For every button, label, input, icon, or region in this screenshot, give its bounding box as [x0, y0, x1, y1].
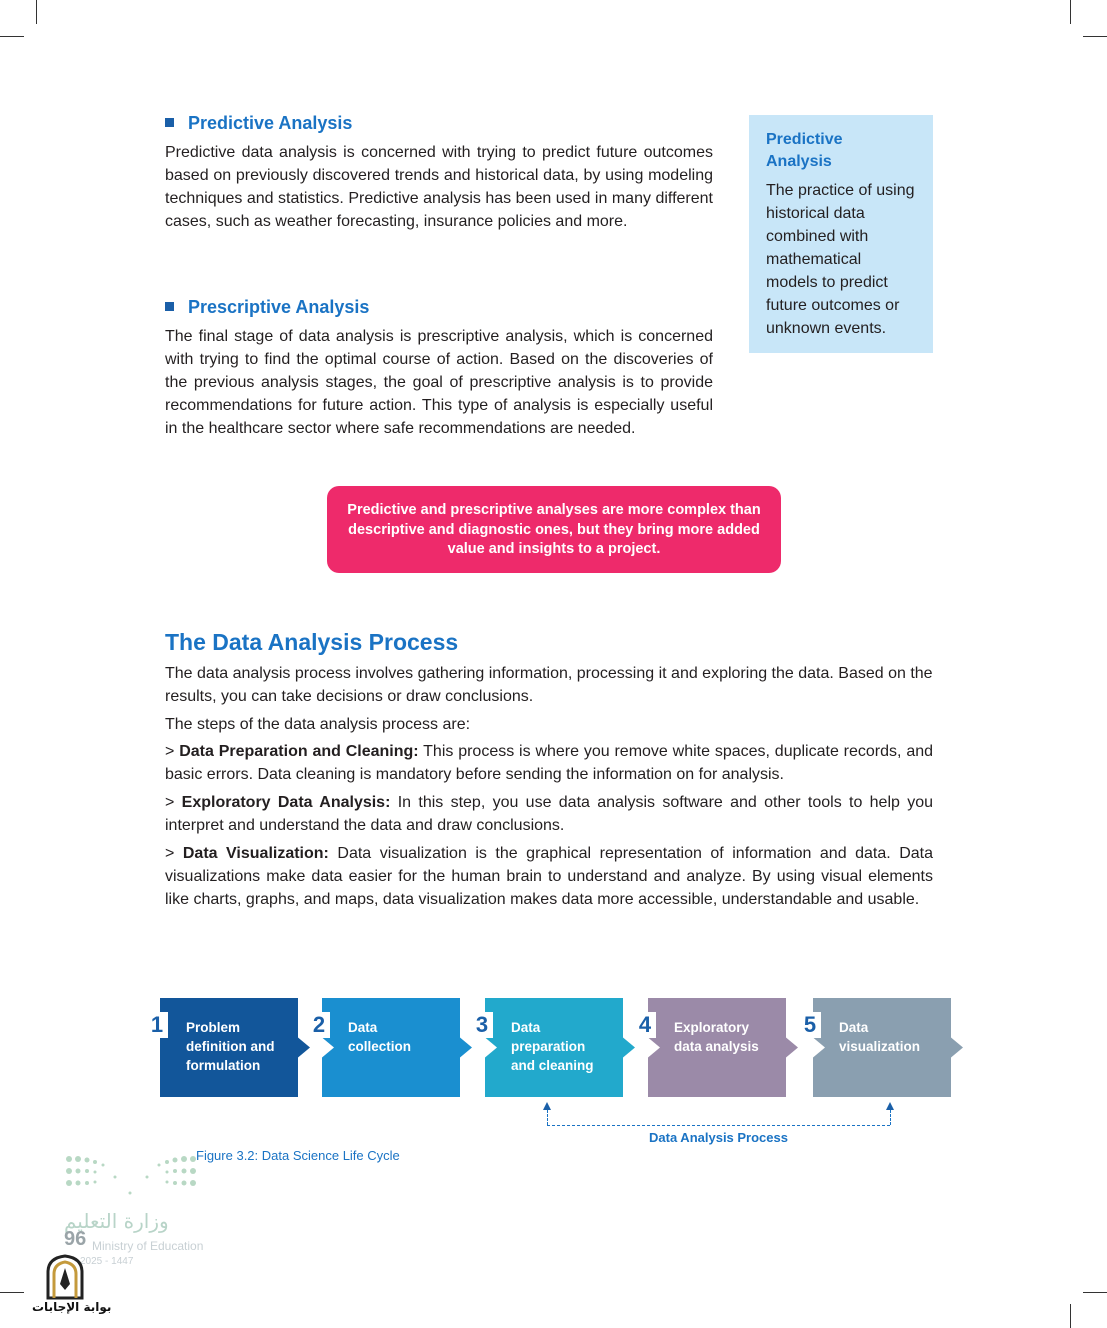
crop-mark [0, 36, 24, 37]
process-intro: The data analysis process involves gathering information, processing it and exploring the data. Based on the results, you can take decisions or draw conclusions. [165, 665, 933, 705]
process-step [638, 998, 808, 1098]
bullet-text: Data visualization is the graphical representation of information and data. Data visualizations make data easier for the human brain to understand and analyze. By using visual elements like charts, graphs, and maps, data visualization makes data more accessible, understandable and usable. [165, 845, 934, 908]
step-label [839, 1018, 920, 1056]
step-number: 3 [471, 1012, 493, 1038]
step-label-line: collection [348, 1039, 412, 1054]
step-label-line: Data [511, 1020, 541, 1035]
step-label [348, 1018, 411, 1056]
crop-mark [36, 0, 37, 24]
bullet-label: Exploratory Data Analysis: [181, 794, 391, 811]
step-label-line: formulation [186, 1058, 261, 1073]
process-heading: The Data Analysis Process [165, 629, 459, 655]
step-label [186, 1018, 275, 1075]
bullet-square-icon [165, 302, 174, 311]
process-step [475, 998, 645, 1098]
bullet-item [165, 842, 933, 911]
step-number: 4 [634, 1012, 656, 1038]
bracket-line [547, 1125, 890, 1126]
process-step [150, 998, 320, 1098]
predictive-heading [165, 113, 352, 134]
prescriptive-body: The final stage of data analysis is prescriptive analysis, which is concerned with trying to find the optimal course of action. Based on the discoveries of the previous analysis stages, the goal of prescriptive analysis is to provide recommendations for future action. This type of analysis is especially useful in the healthcare sector where safe recommendations are needed. [165, 328, 713, 437]
crop-mark [1070, 1304, 1071, 1328]
bracket-left [547, 1110, 548, 1125]
step-label-line: preparation [511, 1039, 586, 1054]
gateway-logo-icon [44, 1254, 86, 1300]
bullet-marker: > [165, 794, 175, 811]
crop-mark [0, 1292, 24, 1293]
step-label [674, 1018, 759, 1056]
bullet-square-icon [165, 118, 174, 127]
process-step [803, 998, 973, 1098]
page-number: 96 [64, 1228, 87, 1250]
ministry-arabic-name: وزارة التعليم [64, 1209, 169, 1233]
crop-mark [1083, 36, 1107, 37]
definition-box [749, 115, 933, 353]
crop-mark [1083, 1292, 1107, 1293]
step-label-line: Data [839, 1020, 869, 1035]
bracket-label: Data Analysis Process [649, 1130, 788, 1145]
bracket-right [890, 1110, 891, 1125]
ministry-year: 2025 - 1447 [80, 1256, 134, 1267]
bullet-label: Data Visualization: [182, 845, 329, 862]
bullet-item [165, 740, 933, 786]
ministry-dots-logo [65, 1153, 200, 1198]
bullet-marker: > [165, 845, 175, 862]
bullet-marker: > [165, 743, 175, 760]
gateway-logo-text: بوابة الإجابات [32, 1300, 112, 1314]
step-label-line: visualization [839, 1039, 921, 1054]
crop-mark [1070, 0, 1071, 24]
arrow-up-icon [886, 1102, 894, 1110]
predictive-body: Predictive data analysis is concerned with trying to predict future outcomes based on previously discovered trends and historical data, by using modeling techniques and statistics. Predictive analysis has been used in many different cases, such as weather forecasting, insurance policies and more. [165, 144, 713, 230]
step-label [511, 1018, 594, 1075]
process-step [312, 998, 482, 1098]
prescriptive-heading-text: Prescriptive Analysis [188, 297, 370, 317]
step-label-line: and cleaning [511, 1058, 594, 1073]
step-number: 2 [308, 1012, 330, 1038]
note-box: Predictive and prescriptive analyses are more complex than descriptive and diagnostic ones, but they bring more added value and insights to a project. [327, 486, 781, 573]
step-label-line: data analysis [674, 1039, 759, 1054]
prescriptive-heading [165, 297, 369, 318]
step-label-line: Problem [186, 1020, 241, 1035]
process-steps-intro: The steps of the data analysis process are: [165, 716, 471, 733]
bullet-text: In this step, you use data analysis software and other tools to help you interpret and understand the data and draw conclusions. [165, 794, 934, 834]
bullet-text: This process is where you remove white spaces, duplicate records, and basic errors. Data cleaning is mandatory before sending the information on for analysis. [165, 743, 934, 783]
step-number: 1 [146, 1012, 168, 1038]
definition-body: The practice of using historical data combined with mathematical models to predict future outcomes or unknown events. [766, 182, 915, 337]
arrow-up-icon [543, 1102, 551, 1110]
definition-title: Predictive Analysis [766, 131, 843, 170]
step-number: 5 [799, 1012, 821, 1038]
figure-caption: Figure 3.2: Data Science Life Cycle [196, 1148, 400, 1163]
ministry-english-name: Ministry of Education [92, 1239, 204, 1253]
bullet-label: Data Preparation and Cleaning: [179, 743, 419, 760]
step-label-line: Data [348, 1020, 378, 1035]
bullet-item [165, 791, 933, 837]
step-label-line: Exploratory [674, 1020, 750, 1035]
step-label-line: definition and [186, 1039, 275, 1054]
predictive-heading-text: Predictive Analysis [188, 113, 353, 133]
